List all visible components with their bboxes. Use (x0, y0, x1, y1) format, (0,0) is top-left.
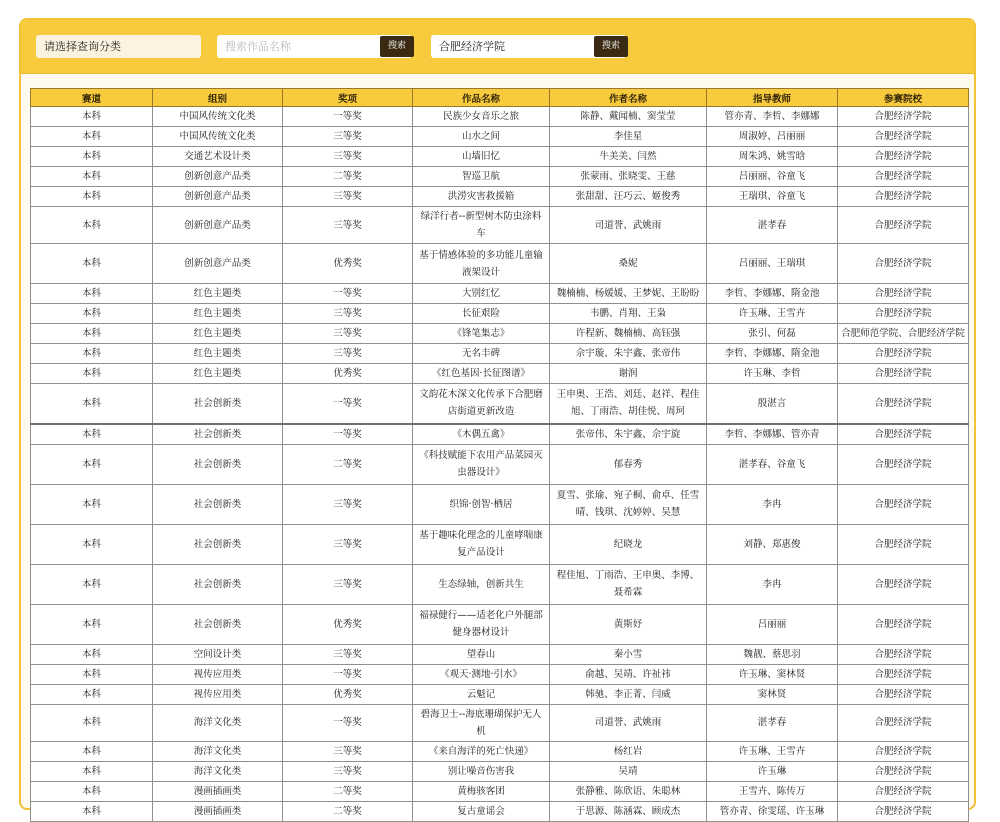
cell-award: 三等奖 (283, 644, 413, 664)
cell-authors: 桑妮 (550, 244, 707, 284)
cell-award: 一等奖 (283, 424, 413, 445)
cell-college: 合肥经济学院 (838, 704, 969, 741)
cell-work: 云魁记 (413, 684, 550, 704)
cell-track: 本科 (31, 704, 153, 741)
table-row (31, 284, 969, 304)
cell-award: 优秀奖 (283, 364, 413, 384)
cell-group: 空间设计类 (153, 644, 283, 664)
table-row (31, 167, 969, 187)
table-row (31, 524, 969, 564)
cell-advisors: 王雪卉、陈传万 (707, 781, 838, 801)
cell-track: 本科 (31, 664, 153, 684)
cell-award: 一等奖 (283, 384, 413, 424)
table-row (31, 684, 969, 704)
cell-track: 本科 (31, 344, 153, 364)
cell-college: 合肥经济学院 (838, 147, 969, 167)
cell-work: 望春山 (413, 644, 550, 664)
cell-track: 本科 (31, 384, 153, 424)
cell-college: 合肥经济学院 (838, 304, 969, 324)
cell-advisors: 吕丽丽 (707, 604, 838, 644)
cell-track: 本科 (31, 424, 153, 445)
cell-group: 漫画插画类 (153, 781, 283, 801)
cell-track: 本科 (31, 127, 153, 147)
table-row (31, 187, 969, 207)
cell-group: 社会创新类 (153, 384, 283, 424)
cell-college: 合肥经济学院 (838, 444, 969, 484)
cell-award: 三等奖 (283, 484, 413, 524)
cell-track: 本科 (31, 364, 153, 384)
table-row (31, 741, 969, 761)
results-table-wrap (30, 88, 968, 822)
cell-work: 智巡卫航 (413, 167, 550, 187)
cell-award: 优秀奖 (283, 604, 413, 644)
cell-award: 三等奖 (283, 304, 413, 324)
cell-track: 本科 (31, 684, 153, 704)
table-body (31, 107, 969, 822)
results-table (30, 88, 969, 822)
cell-award: 三等奖 (283, 761, 413, 781)
category-select[interactable]: 请选择查询分类 (36, 35, 201, 58)
cell-work: 绿洋行者--新型树木防虫涂料车 (413, 207, 550, 244)
cell-track: 本科 (31, 167, 153, 187)
cell-college: 合肥经济学院 (838, 424, 969, 445)
table-row (31, 604, 969, 644)
cell-group: 红色主题类 (153, 304, 283, 324)
cell-authors: 吴靖 (550, 761, 707, 781)
cell-award: 二等奖 (283, 167, 413, 187)
results-panel (19, 18, 976, 817)
table-row (31, 324, 969, 344)
cell-authors: 黄斯妤 (550, 604, 707, 644)
table-row (31, 761, 969, 781)
cell-authors: 魏楠楠、杨媛媛、王梦妮、王盼盼 (550, 284, 707, 304)
cell-work: 《来自海洋的死亡快递》 (413, 741, 550, 761)
cell-group: 红色主题类 (153, 344, 283, 364)
cell-work: 《科技赋能下农用产品菜园灭虫器设计》 (413, 444, 550, 484)
cell-college: 合肥经济学院 (838, 167, 969, 187)
cell-college: 合肥经济学院 (838, 187, 969, 207)
cell-track: 本科 (31, 761, 153, 781)
table-row (31, 384, 969, 424)
cell-advisors: 许玉琳、王雪卉 (707, 741, 838, 761)
cell-authors: 郁春秀 (550, 444, 707, 484)
cell-advisors: 许玉琳、李哲 (707, 364, 838, 384)
cell-award: 三等奖 (283, 344, 413, 364)
cell-track: 本科 (31, 644, 153, 664)
cell-college: 合肥经济学院 (838, 664, 969, 684)
header-group: 组别 (153, 89, 283, 107)
header-track: 赛道 (31, 89, 153, 107)
cell-work: 福禄健行——适老化户外腿部健身器材设计 (413, 604, 550, 644)
cell-authors: 许程新、魏楠楠、高钰强 (550, 324, 707, 344)
cell-track: 本科 (31, 107, 153, 127)
cell-award: 一等奖 (283, 107, 413, 127)
cell-work: 民族少女音乐之旅 (413, 107, 550, 127)
cell-award: 三等奖 (283, 741, 413, 761)
cell-track: 本科 (31, 304, 153, 324)
cell-track: 本科 (31, 444, 153, 484)
cell-work: 基于趣味化理念的儿童哮喘康复产品设计 (413, 524, 550, 564)
cell-work: 黄梅骇客团 (413, 781, 550, 801)
cell-work: 别让噪音伤害我 (413, 761, 550, 781)
cell-college: 合肥经济学院 (838, 107, 969, 127)
cell-work: 复古童谣会 (413, 801, 550, 821)
cell-group: 创新创意产品类 (153, 207, 283, 244)
cell-college: 合肥经济学院 (838, 244, 969, 284)
cell-group: 海洋文化类 (153, 704, 283, 741)
search-bar (21, 20, 974, 74)
cell-advisors: 王瑞琪、谷童飞 (707, 187, 838, 207)
cell-award: 优秀奖 (283, 684, 413, 704)
cell-work: 基于情感体验的多功能儿童输液架设计 (413, 244, 550, 284)
cell-authors: 杨红岩 (550, 741, 707, 761)
cell-track: 本科 (31, 564, 153, 604)
table-row (31, 801, 969, 821)
cell-work: 无名丰碑 (413, 344, 550, 364)
cell-work: 长征艰险 (413, 304, 550, 324)
cell-college: 合肥经济学院 (838, 284, 969, 304)
cell-group: 社会创新类 (153, 604, 283, 644)
cell-group: 社会创新类 (153, 424, 283, 445)
cell-group: 红色主题类 (153, 364, 283, 384)
cell-advisors: 吕丽丽、王瑞琪 (707, 244, 838, 284)
cell-track: 本科 (31, 187, 153, 207)
cell-award: 三等奖 (283, 524, 413, 564)
cell-work: 生态绿轴，创新共生 (413, 564, 550, 604)
cell-authors: 谢润 (550, 364, 707, 384)
cell-authors: 张帝伟、朱宇鑫、佘宇旋 (550, 424, 707, 445)
cell-award: 三等奖 (283, 147, 413, 167)
table-row (31, 344, 969, 364)
cell-work: 碧海卫士--海底珊瑚保护无人机 (413, 704, 550, 741)
cell-award: 三等奖 (283, 207, 413, 244)
cell-college: 合肥经济学院 (838, 644, 969, 664)
table-row (31, 207, 969, 244)
cell-advisors: 周淑婷、吕丽丽 (707, 127, 838, 147)
cell-authors: 司道誉、武姚雨 (550, 207, 707, 244)
cell-award: 二等奖 (283, 801, 413, 821)
cell-college: 合肥经济学院 (838, 801, 969, 821)
cell-college: 合肥师范学院、合肥经济学院 (838, 324, 969, 344)
cell-group: 漫画插画类 (153, 801, 283, 821)
table-header-row (31, 89, 969, 107)
cell-work: 文韵花木深文化传承下合肥磨店街道更新改造 (413, 384, 550, 424)
cell-college: 合肥经济学院 (838, 364, 969, 384)
table-row (31, 424, 969, 445)
table-row (31, 147, 969, 167)
cell-group: 中国风传统文化类 (153, 127, 283, 147)
cell-track: 本科 (31, 147, 153, 167)
cell-award: 三等奖 (283, 187, 413, 207)
cell-advisors: 许玉琳、窦林贤 (707, 664, 838, 684)
cell-group: 创新创意产品类 (153, 244, 283, 284)
cell-advisors: 管亦青、李哲、李娜娜 (707, 107, 838, 127)
table-row (31, 304, 969, 324)
cell-award: 三等奖 (283, 564, 413, 604)
cell-track: 本科 (31, 284, 153, 304)
cell-advisors: 湛孝春 (707, 207, 838, 244)
cell-track: 本科 (31, 801, 153, 821)
cell-track: 本科 (31, 207, 153, 244)
cell-advisors: 许玉琳、王雪卉 (707, 304, 838, 324)
cell-advisors: 管亦青、徐雯瑶、许玉琳 (707, 801, 838, 821)
cell-authors: 夏雪、张瑜、宛子桐、俞卓、任雪晴、钱琪、沈婷婷、吴慧 (550, 484, 707, 524)
cell-advisors: 吕丽丽、谷童飞 (707, 167, 838, 187)
cell-authors: 李佳星 (550, 127, 707, 147)
cell-group: 创新创意产品类 (153, 167, 283, 187)
cell-advisors: 魏靓、蔡思羽 (707, 644, 838, 664)
cell-work: 大别红忆 (413, 284, 550, 304)
cell-award: 一等奖 (283, 664, 413, 684)
cell-advisors: 刘静、郑惠俊 (707, 524, 838, 564)
cell-advisors: 李哲、李娜娜、隋金池 (707, 344, 838, 364)
table-row (31, 244, 969, 284)
cell-authors: 王申奥、王浩、刘廷、赵祥、程佳旭、丁雨浩、胡佳悦、周珂 (550, 384, 707, 424)
cell-group: 视传应用类 (153, 664, 283, 684)
cell-authors: 程佳旭、丁雨浩、王申奥、李博、聂希霖 (550, 564, 707, 604)
table-row (31, 364, 969, 384)
cell-advisors: 李哲、李娜娜、隋金池 (707, 284, 838, 304)
cell-group: 社会创新类 (153, 524, 283, 564)
header-work: 作品名称 (413, 89, 550, 107)
cell-award: 一等奖 (283, 704, 413, 741)
cell-track: 本科 (31, 324, 153, 344)
cell-authors: 牛美美、闫然 (550, 147, 707, 167)
cell-track: 本科 (31, 484, 153, 524)
cell-authors: 韩驰、李正菁、闫威 (550, 684, 707, 704)
cell-advisors: 殷湛言 (707, 384, 838, 424)
cell-group: 社会创新类 (153, 564, 283, 604)
cell-work: 《观天·测地·引水》 (413, 664, 550, 684)
cell-college: 合肥经济学院 (838, 127, 969, 147)
header-award: 奖项 (283, 89, 413, 107)
cell-track: 本科 (31, 781, 153, 801)
cell-college: 合肥经济学院 (838, 207, 969, 244)
cell-college: 合肥经济学院 (838, 564, 969, 604)
header-advisors: 指导教师 (707, 89, 838, 107)
cell-track: 本科 (31, 524, 153, 564)
table-row (31, 704, 969, 741)
cell-authors: 韦鹏、肖翔、王枭 (550, 304, 707, 324)
cell-award: 三等奖 (283, 127, 413, 147)
cell-college: 合肥经济学院 (838, 684, 969, 704)
cell-work: 《木偶五禽》 (413, 424, 550, 445)
cell-college: 合肥经济学院 (838, 524, 969, 564)
table-row (31, 644, 969, 664)
cell-authors: 纪晓龙 (550, 524, 707, 564)
cell-award: 二等奖 (283, 781, 413, 801)
cell-authors: 秦小雪 (550, 644, 707, 664)
cell-track: 本科 (31, 244, 153, 284)
cell-advisors: 湛孝春 (707, 704, 838, 741)
cell-group: 海洋文化类 (153, 761, 283, 781)
header-college: 参赛院校 (838, 89, 969, 107)
cell-authors: 司道誉、武姚雨 (550, 704, 707, 741)
cell-group: 视传应用类 (153, 684, 283, 704)
cell-track: 本科 (31, 741, 153, 761)
cell-advisors: 湛孝春、谷童飞 (707, 444, 838, 484)
cell-advisors: 周朱鸿、姚雪晗 (707, 147, 838, 167)
cell-group: 社会创新类 (153, 484, 283, 524)
cell-authors: 张蒙雨、张晓雯、王慈 (550, 167, 707, 187)
cell-advisors: 李冉 (707, 484, 838, 524)
cell-advisors: 窦林贤 (707, 684, 838, 704)
cell-award: 一等奖 (283, 284, 413, 304)
cell-authors: 陈静、戴闻楠、窦莹莹 (550, 107, 707, 127)
cell-college: 合肥经济学院 (838, 384, 969, 424)
cell-group: 海洋文化类 (153, 741, 283, 761)
table-row (31, 127, 969, 147)
cell-advisors: 李哲、李娜娜、管亦青 (707, 424, 838, 445)
cell-group: 红色主题类 (153, 284, 283, 304)
cell-award: 优秀奖 (283, 244, 413, 284)
cell-award: 二等奖 (283, 444, 413, 484)
cell-group: 社会创新类 (153, 444, 283, 484)
table-row (31, 781, 969, 801)
table-row (31, 107, 969, 127)
cell-advisors: 张引、何磊 (707, 324, 838, 344)
cell-group: 中国风传统文化类 (153, 107, 283, 127)
cell-college: 合肥经济学院 (838, 761, 969, 781)
cell-authors: 佘宇璇、朱宇鑫、张帝伟 (550, 344, 707, 364)
college-search-button[interactable]: 搜索 (594, 36, 628, 57)
table-row (31, 664, 969, 684)
table-row (31, 444, 969, 484)
cell-work: 洪涝灾害救援箱 (413, 187, 550, 207)
cell-authors: 张静雅、陈欣语、朱聪林 (550, 781, 707, 801)
table-row (31, 484, 969, 524)
cell-work: 织锦·创智·栖居 (413, 484, 550, 524)
cell-college: 合肥经济学院 (838, 344, 969, 364)
cell-college: 合肥经济学院 (838, 781, 969, 801)
cell-advisors: 李冉 (707, 564, 838, 604)
cell-group: 红色主题类 (153, 324, 283, 344)
cell-authors: 张甜甜、汪巧云、姬俊秀 (550, 187, 707, 207)
table-row (31, 564, 969, 604)
cell-authors: 于思源、陈涵霖、顾成杰 (550, 801, 707, 821)
cell-authors: 俞越、吴靖、许祉祎 (550, 664, 707, 684)
cell-group: 创新创意产品类 (153, 187, 283, 207)
cell-college: 合肥经济学院 (838, 604, 969, 644)
cell-work: 山墙旧忆 (413, 147, 550, 167)
header-authors: 作者名称 (550, 89, 707, 107)
cell-work: 山水之间 (413, 127, 550, 147)
cell-work: 《红色基因·长征图谱》 (413, 364, 550, 384)
cell-work: 《锋笔集志》 (413, 324, 550, 344)
cell-group: 交通艺术设计类 (153, 147, 283, 167)
cell-college: 合肥经济学院 (838, 741, 969, 761)
cell-award: 三等奖 (283, 324, 413, 344)
search-button[interactable]: 搜索 (380, 36, 414, 57)
cell-college: 合肥经济学院 (838, 484, 969, 524)
cell-advisors: 许玉琳 (707, 761, 838, 781)
cell-track: 本科 (31, 604, 153, 644)
